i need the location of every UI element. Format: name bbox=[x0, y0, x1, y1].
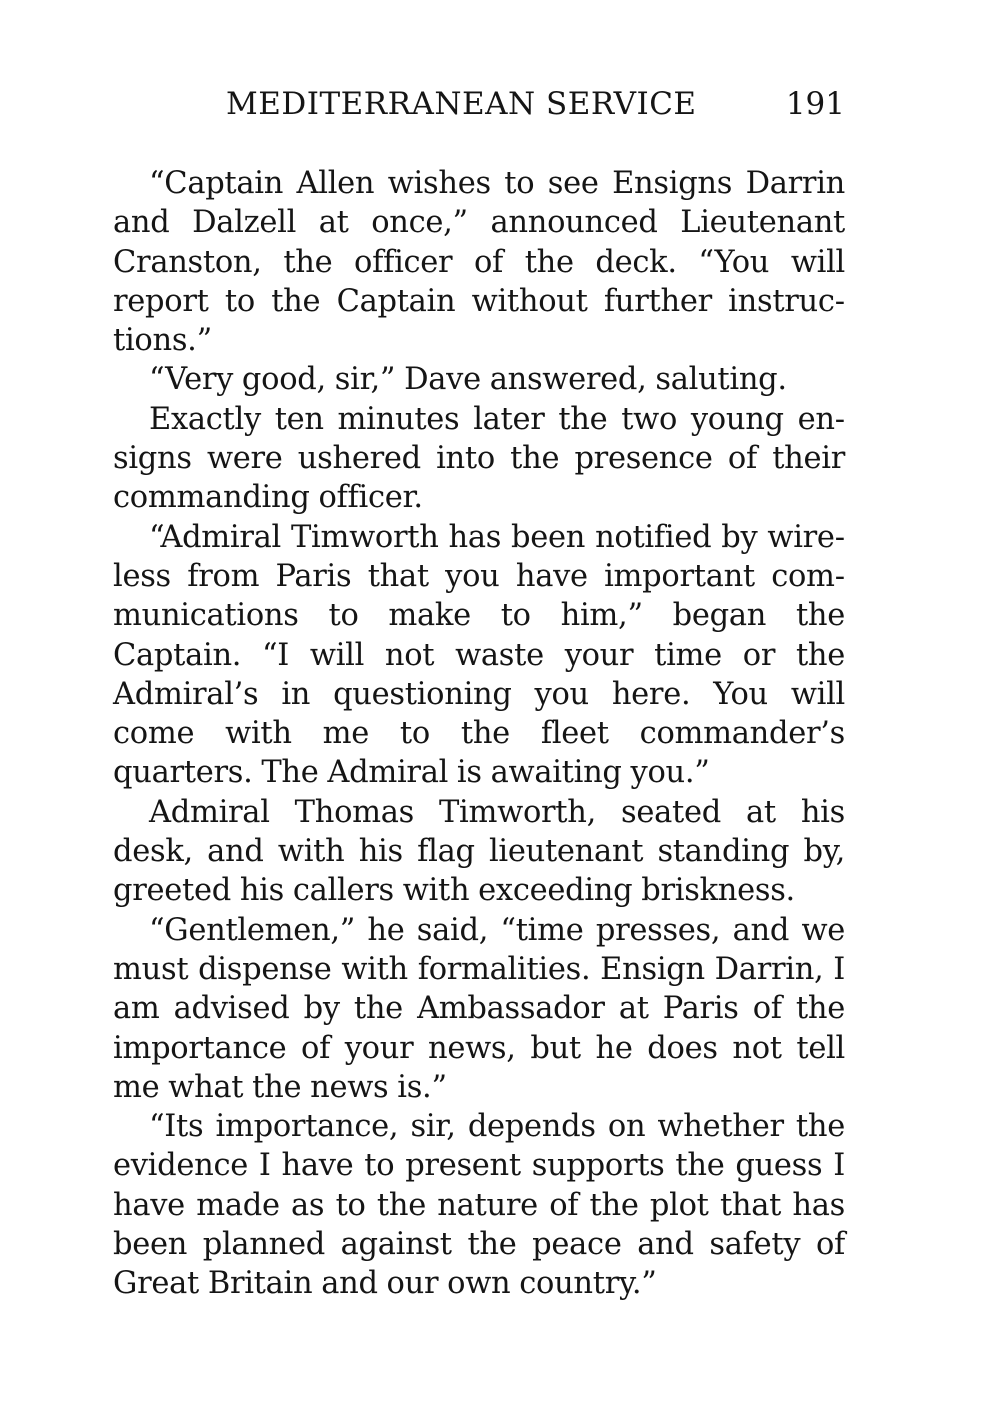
paragraph: “Captain Allen wishes to see Ensigns Darrin and Dalzell at once,” announced Lieutenant Cranston, the officer of the deck. “You will report to the Captain without further instructions.” bbox=[113, 166, 845, 359]
paragraph: “Very good, sir,” Dave answered, saluting. bbox=[149, 362, 787, 398]
running-title: MEDITERRANEAN SERVICE bbox=[226, 86, 697, 122]
paragraph: “Gentlemen,” he said, “time presses, and we must dispense with formalities. Ensign Darrin, I am advised by the Ambassador at Paris of the importance of your news, but he does not tell me what the news is.” bbox=[113, 912, 845, 1105]
paragraph: Admiral Thomas Timworth, seated at his desk, and with his flag lieutenant standing by, greeted his callers with exceeding briskness. bbox=[113, 794, 845, 909]
paragraph: Exactly ten minutes later the two young ensigns were ushered into the presence of their commanding officer. bbox=[113, 401, 845, 516]
page-number: 191 bbox=[785, 86, 845, 122]
body-text bbox=[113, 164, 845, 1304]
running-head bbox=[113, 84, 845, 124]
paragraph: “Admiral Timworth has been notified by wireless from Paris that you have important communications to make to him,” began the Captain. “I will not waste your time or the Admiral’s in questioning you here. You will come with me to the fleet commander’s quarters. The Admiral is awaiting you.” bbox=[113, 519, 845, 791]
paragraph: “Its importance, sir, depends on whether the evidence I have to present supports the guess I have made as to the nature of the plot that has been planned against the peace and safety of Great Britain and our own country.” bbox=[113, 1109, 845, 1302]
